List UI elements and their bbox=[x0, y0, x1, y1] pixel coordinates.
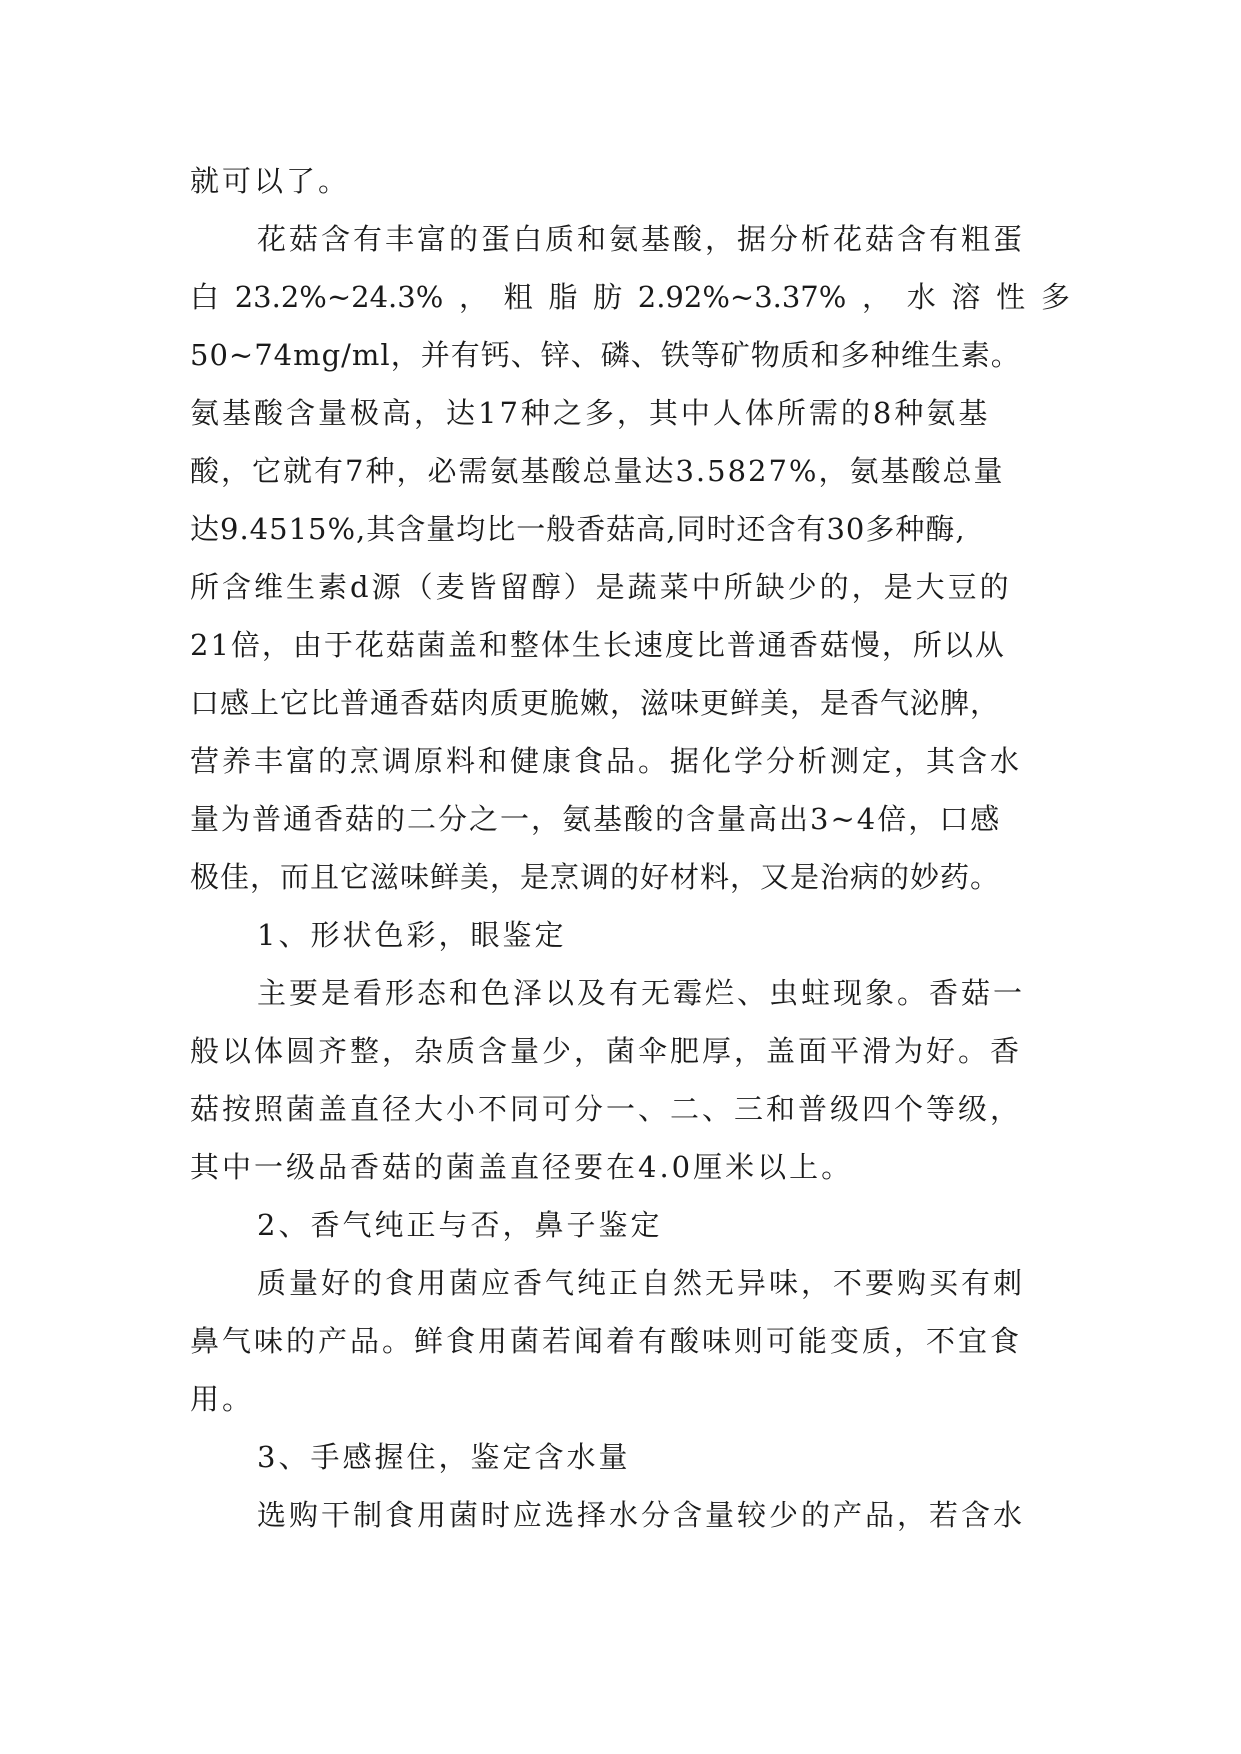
text-token: 粗 bbox=[503, 280, 533, 314]
paragraph-start-line: 主要是看形态和色泽以及有无霉烂、虫蛀现象。香菇一 bbox=[257, 976, 1026, 1010]
text-token: 23.2%~24.3% bbox=[234, 280, 444, 314]
text-token: 多 bbox=[1040, 280, 1070, 314]
text-line: 其中一级品香菇的菌盖直径要在4.0厘米以上。 bbox=[190, 1150, 854, 1184]
text-token: 性 bbox=[996, 280, 1026, 314]
text-line: 鼻气味的产品。鲜食用菌若闻着有酸味则可能变质，不宜食 bbox=[190, 1324, 1023, 1358]
text-line: 氨基酸含量极高，达17种之多，其中人体所需的8种氨基 bbox=[190, 396, 991, 430]
section-heading: 3、手感握住，鉴定含水量 bbox=[257, 1440, 631, 1474]
text-line: 菇按照菌盖直径大小不同可分一、二、三和普级四个等级， bbox=[190, 1092, 1023, 1126]
text-token: 水 bbox=[906, 280, 936, 314]
text-line: 营养丰富的烹调原料和健康食品。据化学分析测定，其含水 bbox=[190, 744, 1023, 778]
paragraph-start-line: 花菇含有丰富的蛋白质和氨基酸，据分析花菇含有粗蛋 bbox=[257, 222, 1026, 256]
text-line-spaced bbox=[190, 268, 1070, 326]
text-token: 脂 bbox=[548, 280, 578, 314]
text-line: 就可以了。 bbox=[190, 164, 351, 198]
text-line: 用。 bbox=[190, 1382, 255, 1416]
text-token: ， bbox=[458, 280, 488, 314]
paragraph-start-line: 质量好的食用菌应香气纯正自然无异味，不要购买有刺 bbox=[257, 1266, 1026, 1300]
text-line: 量为普通香菇的二分之一，氨基酸的含量高出3~4倍，口感 bbox=[190, 802, 1002, 836]
text-token: 溶 bbox=[951, 280, 981, 314]
text-line: 般以体圆齐整，杂质含量少，菌伞肥厚，盖面平滑为好。香 bbox=[190, 1034, 1023, 1068]
text-line: 所含维生素d源（麦皆留醇）是蔬菜中所缺少的，是大豆的 bbox=[190, 570, 1012, 604]
text-line: 酸，它就有7种，必需氨基酸总量达3.5827%，氨基酸总量 bbox=[190, 454, 1005, 488]
text-line: 口感上它比普通香菇肉质更脆嫩，滋味更鲜美，是香气泌脾， bbox=[190, 686, 1001, 720]
text-line: 极佳，而且它滋味鲜美，是烹调的好材料，又是治病的妙药。 bbox=[190, 860, 1001, 894]
text-token: 肪 bbox=[593, 280, 623, 314]
text-line: 50~74mg/ml，并有钙、锌、磷、铁等矿物质和多种维生素。 bbox=[190, 338, 1021, 372]
section-heading: 1、形状色彩，眼鉴定 bbox=[257, 918, 567, 952]
text-token: 白 bbox=[190, 280, 220, 314]
text-line: 21倍，由于花菇菌盖和整体生长速度比普通香菇慢，所以从 bbox=[190, 628, 1006, 662]
text-line: 达9.4515%,其含量均比一般香菇高,同时还含有30多种酶, bbox=[190, 512, 966, 546]
text-token: 2.92%~3.37% bbox=[637, 280, 847, 314]
paragraph-start-line: 选购干制食用菌时应选择水分含量较少的产品，若含水 bbox=[257, 1498, 1026, 1532]
section-heading: 2、香气纯正与否，鼻子鉴定 bbox=[257, 1208, 663, 1242]
text-token: ， bbox=[862, 280, 892, 314]
